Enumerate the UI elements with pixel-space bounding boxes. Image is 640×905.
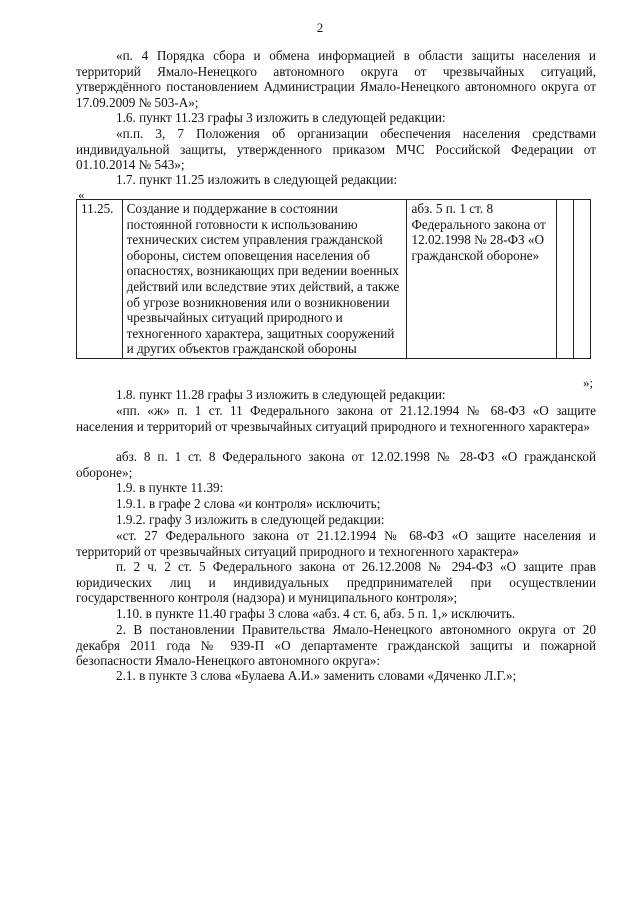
table-cell-basis: абз. 5 п. 1 ст. 8 Федерального закона от 12.02.1998 № 28-ФЗ «О гражданской обороне» xyxy=(407,200,556,359)
paragraph-p7: абз. 8 п. 1 ст. 8 Федерального закона от 12.02.1998 № 28-ФЗ «О гражданской обороне»; xyxy=(76,449,596,480)
paragraph-p12: п. 2 ч. 2 ст. 5 Федерального закона от 26.12.2008 № 294-ФЗ «О защите прав юридических лиц и индивидуальных предпринимателей при осуществлении государственного контроля (надзора) и муниципального контроля»; xyxy=(76,559,596,606)
paragraph-p2: 1.6. пункт 11.23 графы 3 изложить в следующей редакции: xyxy=(116,110,446,125)
paragraph-p5: 1.8. пункт 11.28 графы 3 изложить в следующей редакции: xyxy=(116,387,446,402)
paragraph-p6: «пп. «ж» п. 1 ст. 11 Федерального закона от 21.12.1994 № 68-ФЗ «О защите населения и территорий от чрезвычайных ситуаций природного и техногенного характера» xyxy=(76,403,596,434)
paragraph-p10: 1.9.2. графу 3 изложить в следующей редакции: xyxy=(116,512,385,527)
table-close-quote: »; xyxy=(583,375,594,390)
paragraph-p13: 1.10. в пункте 11.40 графы 3 слова «абз. 4 ст. 6, абз. 5 п. 1,» исключить. xyxy=(116,606,516,621)
table-cell-number: 11.25. xyxy=(77,200,123,359)
paragraph-p14: 2. В постановлении Правительства Ямало-Ненецкого автономного округа от 20 декабря 2011 года № 939-П «О департаменте гражданской защиты и пожарной безопасности Ямало-Ненецкого автономного округа»: xyxy=(76,622,596,669)
amendment-table xyxy=(76,199,591,359)
table-row xyxy=(77,200,591,359)
paragraph-p4: 1.7. пункт 11.25 изложить в следующей редакции: xyxy=(116,172,398,187)
paragraph-p8: 1.9. в пункте 11.39: xyxy=(116,480,224,495)
table-cell-empty xyxy=(556,200,573,359)
table-cell-name: Создание и поддержание в состоянии постоянной готовности к использованию технических систем управления гражданской обороны, систем оповещения населения об опасностях, возникающих при ведении военных действий или вследствие этих действий, а также об угрозе возникновения или о возникновении чрезвычайных ситуаций природного и техногенного характера, защитных сооружений и других объектов гражданской обороны xyxy=(122,200,407,359)
table-open-quote: « xyxy=(78,187,85,202)
paragraph-p9: 1.9.1. в графе 2 слова «и контроля» исключить; xyxy=(116,496,381,511)
paragraph-p3: «п.п. 3, 7 Положения об организации обеспечения населения средствами индивидуальной защиты, утвержденного приказом МЧС Российской Федерации от 01.10.2014 № 543»; xyxy=(76,126,596,173)
paragraph-p1: «п. 4 Порядка сбора и обмена информацией в области защиты населения и территорий Ямало-Ненецкого автономного округа от чрезвычайных ситуаций, утверждённого постановлением Администрации Ямало-Ненецкого автономного округа от 17.09.2009 № 503-А»; xyxy=(76,48,596,110)
paragraph-p11: «ст. 27 Федерального закона от 21.12.1994 № 68-ФЗ «О защите населения и территорий от чрезвычайных ситуаций природного и техногенного характера» xyxy=(76,528,596,559)
table-cell-empty xyxy=(573,200,590,359)
page-number: 2 xyxy=(316,20,324,35)
paragraph-p15: 2.1. в пункте 3 слова «Булаева А.И.» заменить словами «Дяченко Л.Г.»; xyxy=(116,668,517,683)
